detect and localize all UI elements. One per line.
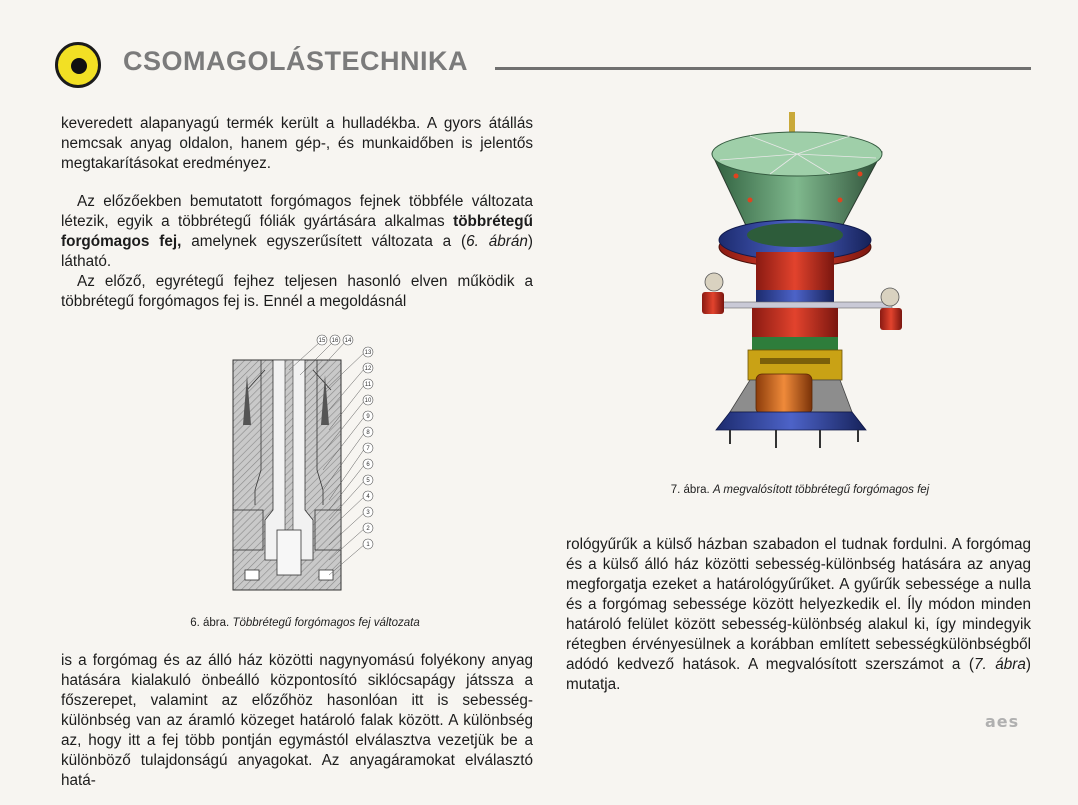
- svg-text:16: 16: [331, 338, 339, 344]
- svg-text:3: 3: [366, 510, 370, 516]
- section-logo-icon: [55, 42, 101, 88]
- publisher-mark: aes: [985, 712, 1020, 731]
- callout-1: [363, 539, 373, 549]
- svg-text:7: 7: [366, 446, 370, 452]
- svg-text:11: 11: [364, 382, 372, 388]
- svg-text:15: 15: [318, 338, 326, 344]
- figure-7-caption: 7. ábra. A megvalósított többrétegű forgómagos fej: [670, 484, 930, 496]
- left-column-top: [61, 114, 533, 312]
- callout-11: [363, 379, 373, 389]
- paragraph: Az előzőekben bemutatott forgómagos fejnek többféle változata létezik, egyik a többrétegű fóliák gyártására alkalmas többrétegű forgómagos fej, amelynek egyszerűsített változata a (6. ábrán) látható.: [61, 193, 533, 270]
- figure-6-caption: 6. ábra. Többrétegű forgómagos fej változata: [190, 617, 420, 629]
- callout-8: [363, 427, 373, 437]
- paragraph: keveredett alapanyagú termék került a hulladékba. A gyors átállás nemcsak anyag oldalon, hanem gép-, és munkaidőben is jelentős megtakarításokat eredményez.: [61, 115, 533, 172]
- svg-text:6: 6: [366, 462, 370, 468]
- svg-text:2: 2: [366, 526, 370, 532]
- paragraph: is a forgómag és az álló ház közötti nagynyomású folyékony anyag hatására kialakuló önbeálló központosító siklócsapágy játssza a főszerepet, valamint az előzőhöz hasonlóan itt is sebesség-különbség van az áramló közeget határoló falak között. A különbség az, hogy itt a fej több pontján egymástól elválasztva vezetjük be a különböző tulajdonságú anyagokat. Az anyagáramokat elválasztó hatá-: [61, 652, 533, 789]
- callout-2: [363, 523, 373, 533]
- callout-5: [363, 475, 373, 485]
- svg-text:5: 5: [366, 478, 370, 484]
- callout-13: [363, 347, 373, 357]
- callout-7: [363, 443, 373, 453]
- callout-3: [363, 507, 373, 517]
- bold-term: többrétegű forgómagos fej,: [61, 213, 533, 250]
- callout-16: [330, 335, 340, 345]
- figure-reference: 6. ábrán: [466, 233, 528, 250]
- right-column: [566, 535, 1031, 695]
- svg-text:8: 8: [366, 430, 370, 436]
- callout-14: [343, 335, 353, 345]
- callout-12: [363, 363, 373, 373]
- left-column-bottom: [61, 651, 533, 791]
- paragraph: Az előző, egyrétegű fejhez teljesen hasonló elven működik a többrétegű forgómagos fej is. Ennél a megoldásnál: [61, 273, 533, 310]
- svg-text:13: 13: [364, 350, 372, 356]
- page-header: [55, 38, 1035, 94]
- figure-reference: 7. ábra: [974, 656, 1026, 673]
- section-title: CSOMAGOLÁSTECHNIKA: [123, 46, 468, 76]
- svg-text:14: 14: [344, 338, 352, 344]
- callout-9: [363, 411, 373, 421]
- paragraph: rológyűrűk a külső házban szabadon el tudnak fordulni. A forgómag és a külső álló ház közötti sebesség-különbség hatására az anyag megforgatja ezeket a határológyűrűket. A gyűrűk sebessége a nulla és a forgómag sebessége között helyezkedik el. Íly módon minden határoló felület között sebesség-különbség alakul ki, így mindegyik rétegben érvényesülnek a korábban említett sebességkülönbségből adódó kedvező hatások. A megvalósított szerszámot a (7. ábra) mutatja.: [566, 536, 1031, 693]
- header-rule: [495, 67, 1031, 70]
- svg-text:12: 12: [364, 366, 372, 372]
- figure-7-render: [690, 112, 920, 462]
- callout-6: [363, 459, 373, 469]
- figure-6-cross-section: [225, 330, 390, 598]
- callout-10: [363, 395, 373, 405]
- callout-15: [317, 335, 327, 345]
- callout-4: [363, 491, 373, 501]
- svg-text:1: 1: [366, 542, 370, 548]
- svg-text:10: 10: [364, 398, 372, 404]
- svg-text:4: 4: [366, 494, 370, 500]
- svg-text:9: 9: [366, 414, 370, 420]
